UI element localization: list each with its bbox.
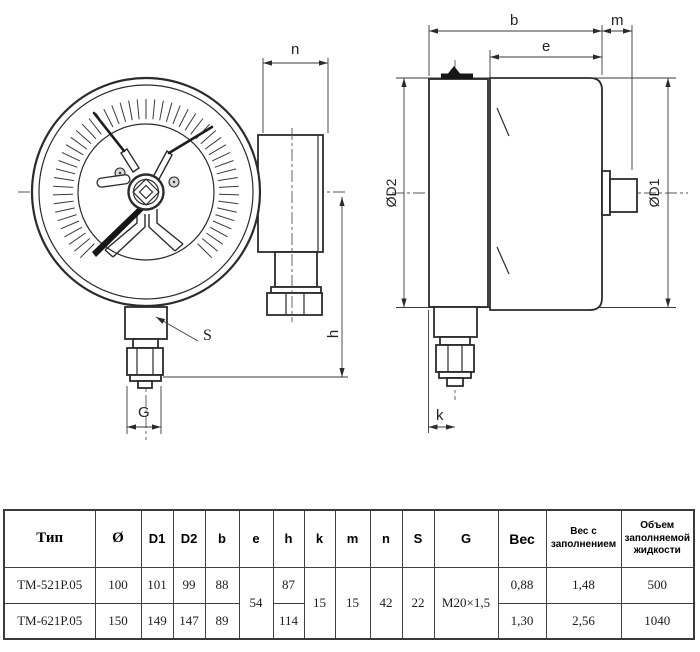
- cell-diameter: 100: [95, 567, 141, 603]
- col-header-weight: Вес: [498, 510, 546, 567]
- dimension-g: [127, 386, 161, 434]
- table-header-row: [4, 510, 694, 567]
- col-header-s: S: [402, 510, 434, 567]
- col-header-n: n: [370, 510, 402, 567]
- col-header-diameter: Ø: [95, 510, 141, 567]
- cell-h: 87: [273, 567, 304, 603]
- cell-m-shared: 15: [335, 567, 370, 639]
- col-header-volume: Объем заполняемой жидкости: [621, 510, 694, 567]
- dimension-label-d1: ØD1: [646, 178, 662, 208]
- col-header-type: Тип: [4, 510, 95, 567]
- front-case: [490, 78, 602, 310]
- top-index-triangle: [448, 66, 460, 74]
- front-view: [18, 41, 348, 440]
- cell-b: 88: [205, 567, 239, 603]
- col-header-e: e: [239, 510, 273, 567]
- cell-d2: 99: [173, 567, 205, 603]
- dimension-label-g: G: [138, 404, 150, 421]
- cell-k-shared: 15: [304, 567, 335, 639]
- col-header-b: b: [205, 510, 239, 567]
- junction-box: [258, 128, 323, 322]
- dimension-label-b: b: [510, 12, 519, 29]
- cell-e-shared: 54: [239, 567, 273, 639]
- cell-diameter: 150: [95, 603, 141, 639]
- cell-volume: 1040: [621, 603, 694, 639]
- dimension-m: [602, 12, 632, 170]
- dimension-label-e: e: [542, 38, 551, 55]
- cell-s-shared: 22: [402, 567, 434, 639]
- cell-h: 114: [273, 603, 304, 639]
- cell-d2: 147: [173, 603, 205, 639]
- col-header-d2: D2: [173, 510, 205, 567]
- table-row-tm521: [4, 567, 694, 603]
- hex-nut: [127, 348, 163, 375]
- side-stem: [434, 307, 477, 386]
- adjustment-knob: [602, 171, 637, 215]
- col-header-m: m: [335, 510, 370, 567]
- cell-weight-filled: 1,48: [546, 567, 621, 603]
- cell-b: 89: [205, 603, 239, 639]
- dimension-label-d2: ØD2: [383, 178, 399, 208]
- dimension-label-n: n: [291, 41, 300, 58]
- dimension-label-m: m: [611, 12, 624, 29]
- dimension-label-h: h: [325, 329, 342, 339]
- col-header-k: k: [304, 510, 335, 567]
- rear-case-cylinder: [429, 79, 488, 307]
- col-header-d1: D1: [141, 510, 173, 567]
- gauge-hub: [129, 175, 164, 210]
- cell-type: ТМ-521Р.05: [4, 567, 95, 603]
- dimension-label-s: S: [203, 327, 212, 344]
- cable-gland-hex-nut: [267, 293, 322, 315]
- dimension-label-k: k: [436, 407, 444, 424]
- cell-n-shared: 42: [370, 567, 402, 639]
- cell-g-shared: М20×1,5: [434, 567, 498, 639]
- dimension-e: [490, 38, 602, 77]
- dimension-n: [263, 41, 328, 133]
- cell-type: ТМ-621Р.05: [4, 603, 95, 639]
- col-header-h: h: [273, 510, 304, 567]
- cell-d1: 101: [141, 567, 173, 603]
- blowout-band: [441, 74, 473, 80]
- dimensions-table: [3, 509, 695, 640]
- cell-weight: 0,88: [498, 567, 546, 603]
- cell-weight: 1,30: [498, 603, 546, 639]
- cell-weight-filled: 2,56: [546, 603, 621, 639]
- col-header-weight-filled: Вес с заполнением: [546, 510, 621, 567]
- col-header-g: G: [434, 510, 498, 567]
- side-view: [383, 12, 688, 433]
- cell-volume: 500: [621, 567, 694, 603]
- hex-nut-side: [436, 345, 474, 372]
- cell-d1: 149: [141, 603, 173, 639]
